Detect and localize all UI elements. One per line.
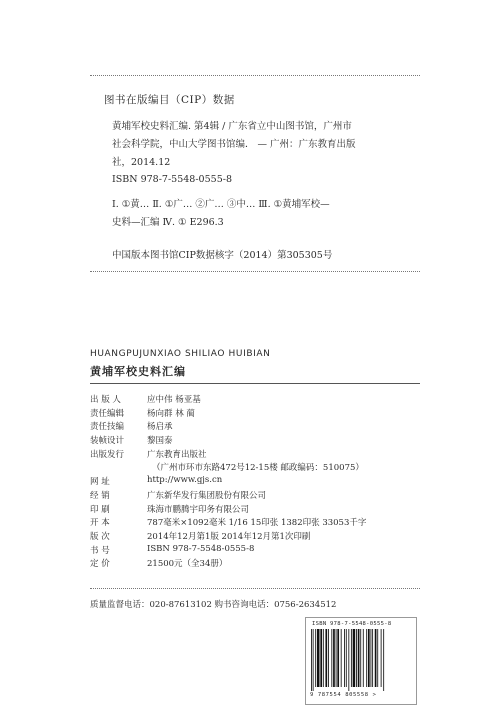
credit-label: 装帧设计: [90, 436, 125, 447]
barcode-bar: [363, 629, 364, 687]
barcode-bar: [341, 629, 342, 687]
credit-label: 定 价: [90, 559, 110, 570]
barcode-bars: [310, 629, 412, 691]
cip-entry: [112, 118, 356, 172]
barcode-bar: [346, 629, 347, 687]
cip-class-line: 史料—汇编 Ⅳ. ① E296.3: [112, 217, 224, 228]
credit-value: ISBN 978-7-5548-0555-8: [147, 543, 255, 554]
cip-entry-line: 黄埔军校史料汇编. 第4辑 / 广东省立中山图书馆，广州市: [112, 121, 352, 132]
barcode-bar: [381, 629, 382, 687]
cip-classification: [112, 196, 330, 232]
barcode-bar: [356, 629, 357, 687]
barcode-bar: [383, 629, 384, 691]
book-title: 黄埔军校史料汇编: [90, 365, 186, 378]
credit-value: 杨向群 林 蔺: [147, 408, 195, 419]
credit-label: 出版发行: [90, 449, 125, 460]
credit-label: 经 销: [90, 490, 110, 501]
credit-value: 珠海市鹏腾宇印务有限公司: [147, 504, 250, 515]
barcode-bar: [368, 629, 370, 687]
barcode-bar: [371, 629, 372, 687]
credit-row: [90, 461, 420, 475]
credit-value: 21500元（全34册）: [147, 559, 228, 570]
barcode-bar: [377, 629, 378, 687]
barcode-bar: [331, 629, 332, 687]
credit-label: 出 版 人: [90, 395, 121, 405]
credit-row: [90, 544, 420, 558]
credit-row: [90, 475, 420, 489]
barcode-bar: [372, 629, 373, 687]
barcode-bar: [337, 629, 339, 687]
credit-row: [90, 434, 420, 448]
barcode-bar: [325, 629, 327, 687]
barcode-isbn-text: ISBN 978-7-5548-0555-8: [312, 621, 392, 627]
barcode-bar: [336, 629, 337, 687]
contact-phones: 质量监督电话：020-87613102 购书咨询电话：0756-2634512: [90, 600, 337, 610]
barcode-bar: [360, 629, 361, 687]
barcode-digits: 9 787554 805558 >: [310, 692, 377, 698]
credit-row: [90, 448, 420, 462]
barcode-bar: [317, 629, 320, 687]
cip-isbn: ISBN 978-7-5548-0555-8: [112, 174, 232, 185]
credit-value: 应中伟 杨亚基: [147, 395, 201, 405]
barcode-bar: [311, 629, 312, 691]
barcode-bar: [328, 629, 329, 687]
credit-label: 书 号: [90, 545, 110, 556]
barcode-bar: [351, 629, 352, 687]
credit-value: http://www.gjs.cn: [147, 475, 223, 486]
pinyin-title: HUANGPUJUNXIAO SHILIAO HUIBIAN: [90, 349, 271, 359]
barcode-bar: [375, 629, 377, 687]
credit-value: 杨启承: [147, 422, 173, 433]
cip-heading: 图书在版编目（CIP）数据: [104, 94, 235, 106]
barcode-bar: [315, 629, 316, 687]
credit-label: 开 本: [90, 518, 110, 529]
credit-row: [90, 530, 420, 544]
barcode-bar: [358, 629, 360, 687]
credit-row: [90, 420, 420, 434]
credit-value: 2014年12月第1版 2014年12月第1次印刷: [147, 531, 311, 542]
barcode-bar: [323, 629, 324, 687]
credit-label: 网 址: [90, 477, 110, 488]
cip-bottom-divider: [90, 271, 420, 272]
barcode-bar: [344, 629, 345, 687]
barcode-bar: [353, 629, 356, 687]
credits-divider: [90, 588, 420, 589]
barcode-bar: [313, 629, 314, 691]
credit-value: （广州市环市东路472号12-15楼 邮政编码：510075）: [152, 463, 364, 474]
credit-value: 广东新华发行集团股份有限公司: [147, 490, 267, 501]
barcode-bar: [333, 629, 335, 687]
credit-value: 黎国泰: [147, 436, 173, 447]
cip-entry-line: 社会科学院，中山大学图书馆编． — 广州：广东教育出版: [112, 139, 356, 150]
cip-class-line: Ⅰ. ①黄… Ⅱ. ①广… ②广… ③中… Ⅲ. ①黄埔军校—: [112, 199, 330, 210]
credit-value: 广东教育出版社: [147, 449, 207, 460]
barcode-bar: [366, 629, 367, 687]
credit-label: 责任编辑: [90, 408, 125, 419]
cip-entry-line: 社，2014.12: [112, 157, 171, 168]
credits-table: [90, 393, 420, 571]
barcode-bar: [348, 629, 349, 691]
title-divider: [90, 383, 420, 384]
isbn-barcode: [305, 617, 417, 705]
credit-row: [90, 516, 420, 530]
credit-label: 印 刷: [90, 504, 110, 515]
credit-row: [90, 407, 420, 421]
credit-value: 787毫米×1092毫米 1/16 15印张 1382印张 33053千字: [147, 518, 367, 529]
barcode-bar: [320, 629, 322, 687]
cip-verification: 中国版本图书馆CIP数据核字（2014）第305305号: [112, 250, 333, 261]
top-divider: [90, 75, 420, 76]
credit-row: [90, 489, 420, 503]
credit-row: [90, 393, 420, 407]
credit-row: [90, 503, 420, 517]
credit-label: 责任技编: [90, 422, 125, 433]
credit-row: [90, 557, 420, 571]
credit-label: 版 次: [90, 531, 110, 542]
